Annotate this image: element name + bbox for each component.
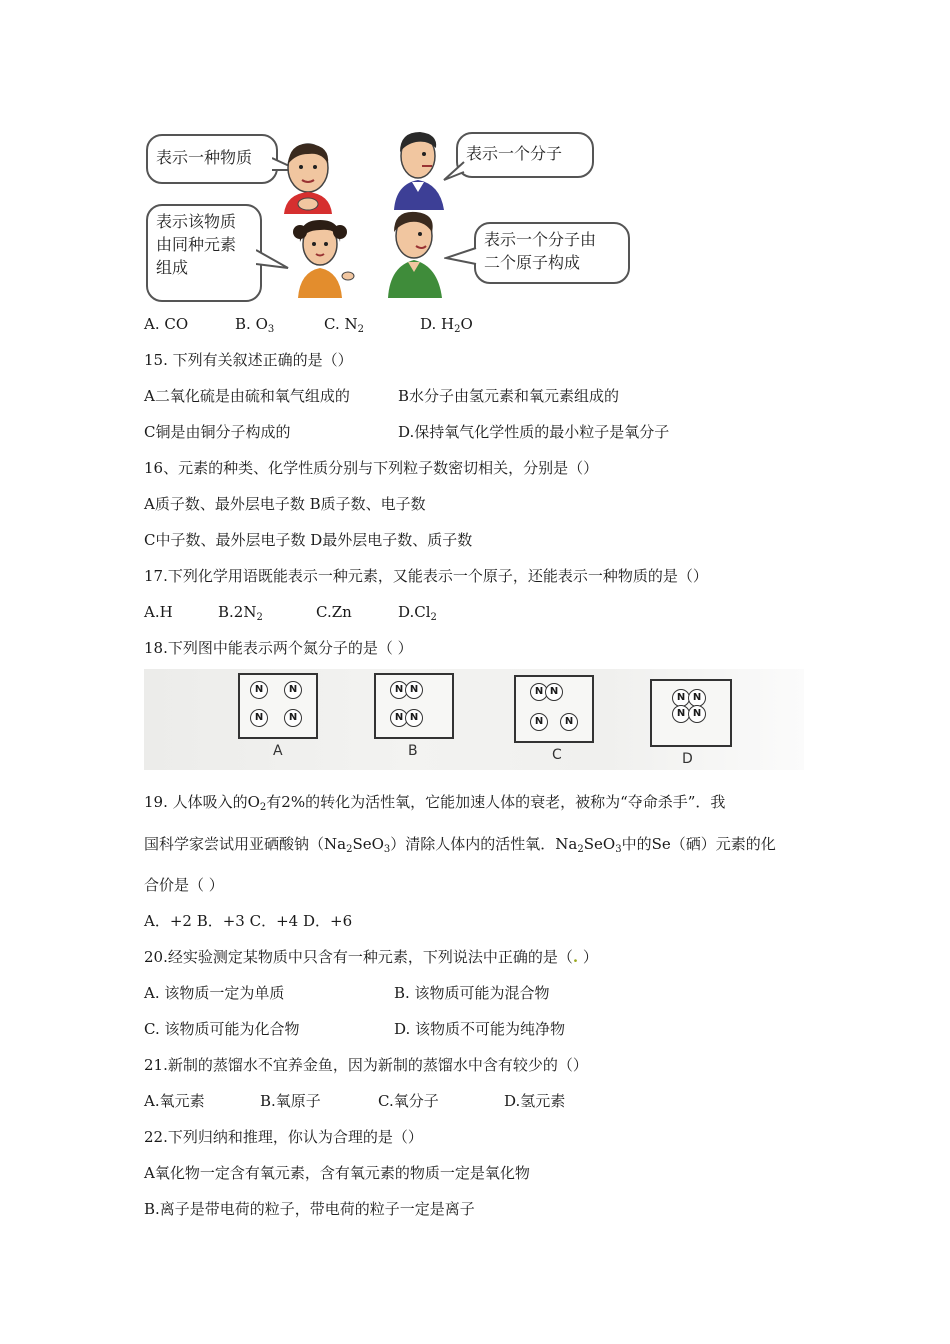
q16-stem: 16、元素的种类、化学性质分别与下列粒子数密切相关，分别是（）	[144, 459, 599, 477]
q18-box-b[interactable]	[374, 673, 454, 739]
q18-box-d[interactable]	[650, 679, 732, 747]
q14-option-d[interactable]	[420, 314, 473, 334]
q18-figure	[144, 669, 804, 770]
nitrogen-atom-icon: N	[390, 709, 408, 727]
q19-line-2-s1: 2	[346, 844, 353, 855]
q20-stem	[144, 947, 598, 967]
q17-option-d-text: D.Cl	[398, 603, 431, 621]
bubble-4-line-2: 二个原子构成	[484, 253, 581, 272]
q17-option-a[interactable]: A.H	[144, 603, 173, 621]
q18-label-b: B	[408, 743, 418, 759]
boy-cartoon-icon	[272, 138, 344, 214]
q18-stem: 18.下列图中能表示两个氮分子的是（ ）	[144, 639, 413, 657]
q14-option-c-sub: 2	[357, 324, 364, 335]
q20-stem-dot: .	[572, 948, 579, 966]
q21-option-b[interactable]: B.氧原子	[260, 1092, 321, 1110]
speech-bubble-3	[146, 204, 262, 302]
man-cartoon-icon	[388, 126, 452, 210]
q17-option-b-text: B.2N	[218, 603, 257, 621]
q19-options[interactable]: A．+2 B．+3 C．+4 D．+6	[144, 912, 353, 930]
nitrogen-atom-icon: N	[688, 689, 706, 707]
q14-options	[144, 314, 484, 334]
q19-line-2-s2: 3	[383, 844, 391, 855]
bubble-1-text: 表示一种物质	[156, 148, 253, 167]
q19-line-2-s4: 3	[615, 844, 622, 855]
q21-stem: 21.新制的蒸馏水不宜养金鱼，因为新制的蒸馏水中含有较少的（）	[144, 1056, 588, 1074]
nitrogen-atom-icon: N	[688, 705, 706, 723]
cartoon-illustration	[144, 126, 634, 301]
nitrogen-atom-icon: N	[672, 705, 690, 723]
q14-option-b-formula: O	[255, 315, 268, 333]
q15-option-c[interactable]: C铜是由铜分子构成的	[144, 423, 291, 441]
q18-label-a: A	[273, 743, 283, 759]
q14-option-c-formula: N	[344, 315, 358, 333]
q21-option-a[interactable]: A.氧元素	[144, 1092, 205, 1110]
nitrogen-atom-icon: N	[530, 683, 548, 701]
nitrogen-atom-icon: N	[250, 709, 268, 727]
q15-option-a[interactable]: A二氧化硫是由硫和氧气组成的	[144, 387, 350, 405]
speech-bubble-4	[474, 222, 630, 284]
q14-option-b-sub: 3	[267, 324, 275, 335]
bubble-3-line-3: 组成	[156, 258, 189, 277]
bubble-4-line-1: 表示一个分子由	[484, 230, 597, 249]
q19-line-1-pre: 19. 人体吸入的O	[144, 793, 260, 811]
speech-bubble-1	[146, 134, 278, 184]
q18-label-c: C	[552, 747, 562, 763]
q14-option-d-label: D.	[420, 315, 437, 333]
q20-option-d[interactable]: D. 该物质不可能为纯净物	[394, 1020, 566, 1038]
q19-line-2-e: 中的Se（硒）元素的化	[621, 835, 776, 853]
q14-option-a-label: A.	[144, 315, 160, 333]
q20-stem-text: 20.经实验测定某物质中只含有一种元素，下列说法中正确的是（	[144, 948, 573, 966]
q19-line-1-post: 有2%的转化为活性氧，它能加速人体的衰老，被称为“夺命杀手”．我	[266, 793, 726, 811]
q21-option-d[interactable]: D.氢元素	[504, 1092, 566, 1110]
q18-box-a[interactable]	[238, 673, 318, 739]
q19-line-2-a: 国科学家尝试用亚硒酸钠（Na	[144, 835, 347, 853]
nitrogen-atom-icon: N	[390, 681, 408, 699]
q15-option-d[interactable]: D.保持氧气化学性质的最小粒子是氧分子	[398, 423, 670, 441]
nitrogen-atom-icon: N	[405, 681, 423, 699]
q14-option-d-formula: H	[441, 315, 455, 333]
q15-row-cd	[144, 422, 744, 442]
q14-option-c-label: C.	[324, 315, 340, 333]
q20-option-c[interactable]: C. 该物质可能为化合物	[144, 1020, 300, 1038]
q17-option-b[interactable]	[218, 602, 263, 622]
q20-row-ab	[144, 983, 744, 1003]
nitrogen-atom-icon: N	[545, 683, 563, 701]
q22-stem: 22.下列归纳和推理，你认为合理的是（）	[144, 1128, 423, 1146]
q16-options-ab[interactable]: A质子数、最外层电子数 B质子数、电子数	[144, 495, 426, 513]
q19-line-2-c: ）清除人体内的活性氧．Na	[390, 835, 578, 853]
q14-option-a-formula: CO	[164, 315, 189, 333]
q17-options	[144, 602, 464, 622]
nitrogen-atom-icon: N	[405, 709, 423, 727]
nitrogen-atom-icon: N	[672, 689, 690, 707]
q16-options-cd[interactable]: C中子数、最外层电子数 D最外层电子数、质子数	[144, 531, 473, 549]
q17-option-b-sub: 2	[256, 612, 263, 623]
q14-option-d-sub: 2	[454, 324, 461, 335]
q15-row-ab	[144, 386, 744, 406]
q14-option-c[interactable]	[324, 314, 364, 334]
q15-option-b[interactable]: B水分子由氢元素和氧元素组成的	[398, 387, 620, 405]
nitrogen-atom-icon: N	[530, 713, 548, 731]
q20-option-a[interactable]: A. 该物质一定为单质	[144, 984, 285, 1002]
q19-line-1	[144, 792, 725, 812]
q19-line-2-s3: 2	[577, 844, 584, 855]
q20-option-b[interactable]: B. 该物质可能为混合物	[394, 984, 550, 1002]
bubble-3-line-2: 由同种元素	[156, 235, 237, 254]
bubble-3-line-1: 表示该物质	[156, 212, 237, 231]
q14-option-b-label: B.	[235, 315, 251, 333]
q22-option-a[interactable]: A氧化物一定含有氧元素，含有氧元素的物质一定是氧化物	[144, 1164, 530, 1182]
q19-line-2-b: SeO	[352, 835, 384, 853]
bubble-2-text: 表示一个分子	[466, 144, 563, 163]
q21-option-c[interactable]: C.氧分子	[378, 1092, 439, 1110]
q19-line-2	[144, 834, 776, 854]
q15-stem: 15. 下列有关叙述正确的是（）	[144, 351, 353, 369]
q14-option-d-tail: O	[460, 315, 473, 333]
nitrogen-atom-icon: N	[250, 681, 268, 699]
nitrogen-atom-icon: N	[284, 681, 302, 699]
q17-option-d[interactable]	[398, 602, 437, 622]
q14-option-b[interactable]	[235, 314, 274, 334]
q17-option-c[interactable]: C.Zn	[316, 603, 352, 621]
nitrogen-atom-icon: N	[284, 709, 302, 727]
q17-option-d-sub: 2	[430, 612, 437, 623]
girl-cartoon-icon	[286, 212, 356, 298]
q20-row-cd	[144, 1019, 744, 1039]
q18-label-d: D	[682, 751, 693, 767]
q14-option-a[interactable]	[144, 314, 188, 334]
q19-line-3: 合价是（ ）	[144, 876, 224, 894]
q20-stem-close: ）	[578, 948, 598, 966]
q21-options	[144, 1091, 604, 1111]
speech-bubble-2	[456, 132, 594, 178]
q22-option-b[interactable]: B.离子是带电荷的粒子，带电荷的粒子一定是离子	[144, 1200, 475, 1218]
boy-green-cartoon-icon	[380, 206, 450, 298]
q17-stem: 17.下列化学用语既能表示一种元素，又能表示一个原子，还能表示一种物质的是（）	[144, 567, 708, 585]
q19-line-1-sub: 2	[259, 802, 267, 813]
q19-line-2-d: SeO	[583, 835, 616, 853]
q18-box-c[interactable]	[514, 675, 594, 743]
nitrogen-atom-icon: N	[560, 713, 578, 731]
